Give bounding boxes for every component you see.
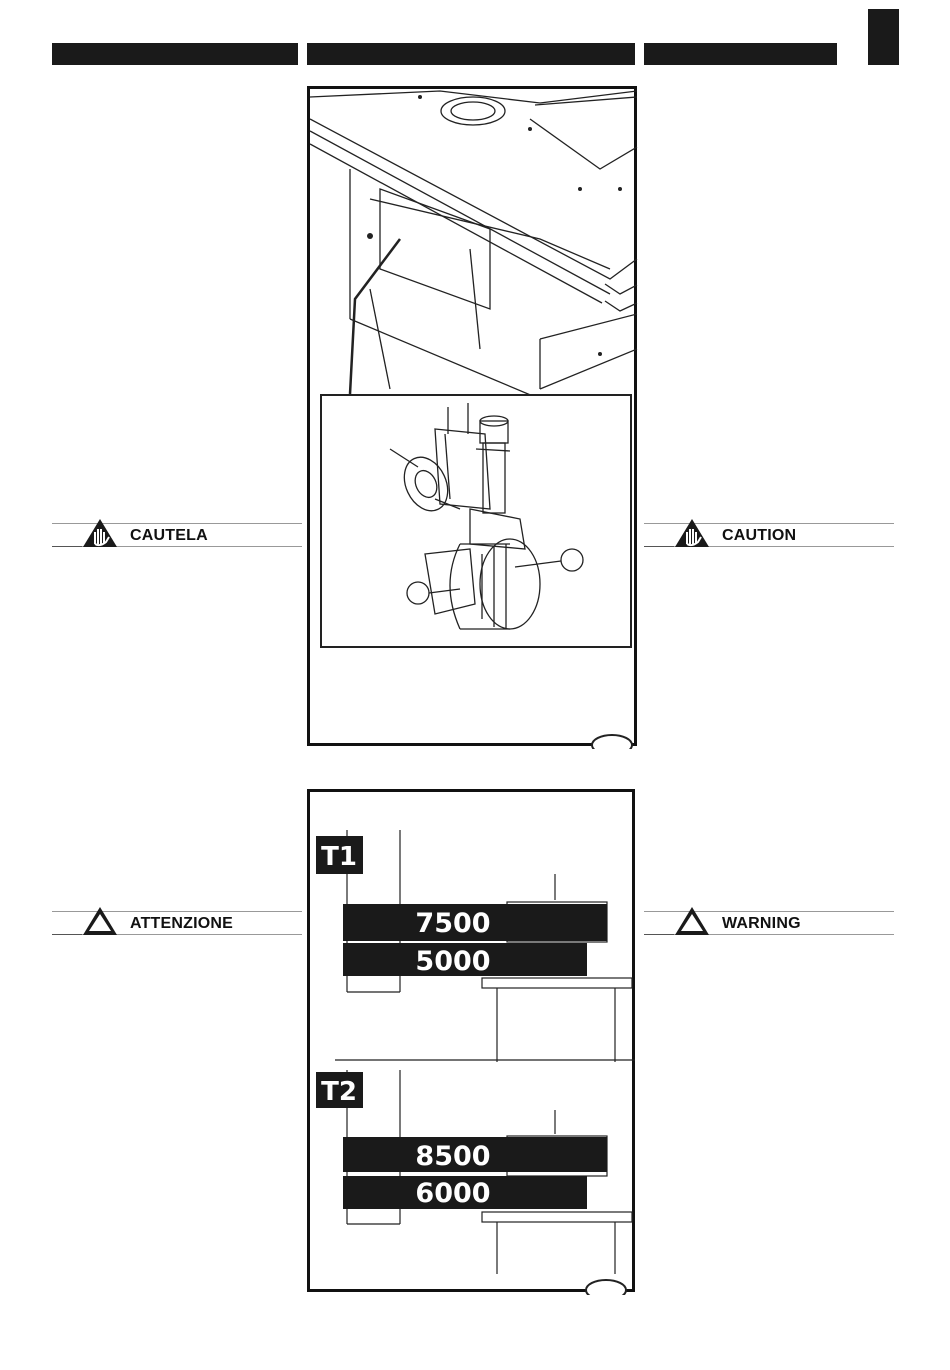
header-bar-center: [307, 43, 635, 65]
speed-illustration: [310, 792, 638, 1295]
machine-illustration: [310, 89, 640, 749]
notice-cautela: [52, 523, 302, 547]
speed-value: 6000: [415, 1178, 491, 1209]
notice-warning: [644, 911, 894, 935]
speed-figure: [307, 789, 635, 1292]
machine-figure: [307, 86, 637, 746]
section-tab: [868, 9, 899, 65]
notice-label: ATTENZIONE: [130, 915, 234, 932]
speed-group-t1: [316, 836, 607, 977]
notice-label: WARNING: [722, 915, 801, 932]
notice-caution: [644, 523, 894, 547]
warning-triangle-icon: [82, 906, 118, 936]
speed-value: 8500: [415, 1141, 491, 1172]
speed-group-t2: [316, 1072, 607, 1209]
hand-stop-icon: [82, 518, 118, 548]
notice-attenzione: [52, 911, 302, 935]
hand-stop-icon: [674, 518, 710, 548]
group-label-t1: T1: [321, 842, 357, 872]
group-label-t2: T2: [321, 1077, 357, 1107]
notice-label: CAUTELA: [130, 527, 208, 544]
notice-label: CAUTION: [722, 527, 797, 544]
speed-value: 7500: [415, 908, 491, 939]
header-bar-left: [52, 43, 298, 65]
speed-value: 5000: [415, 946, 491, 977]
header-bar-right: [644, 43, 837, 65]
warning-triangle-icon: [674, 906, 710, 936]
